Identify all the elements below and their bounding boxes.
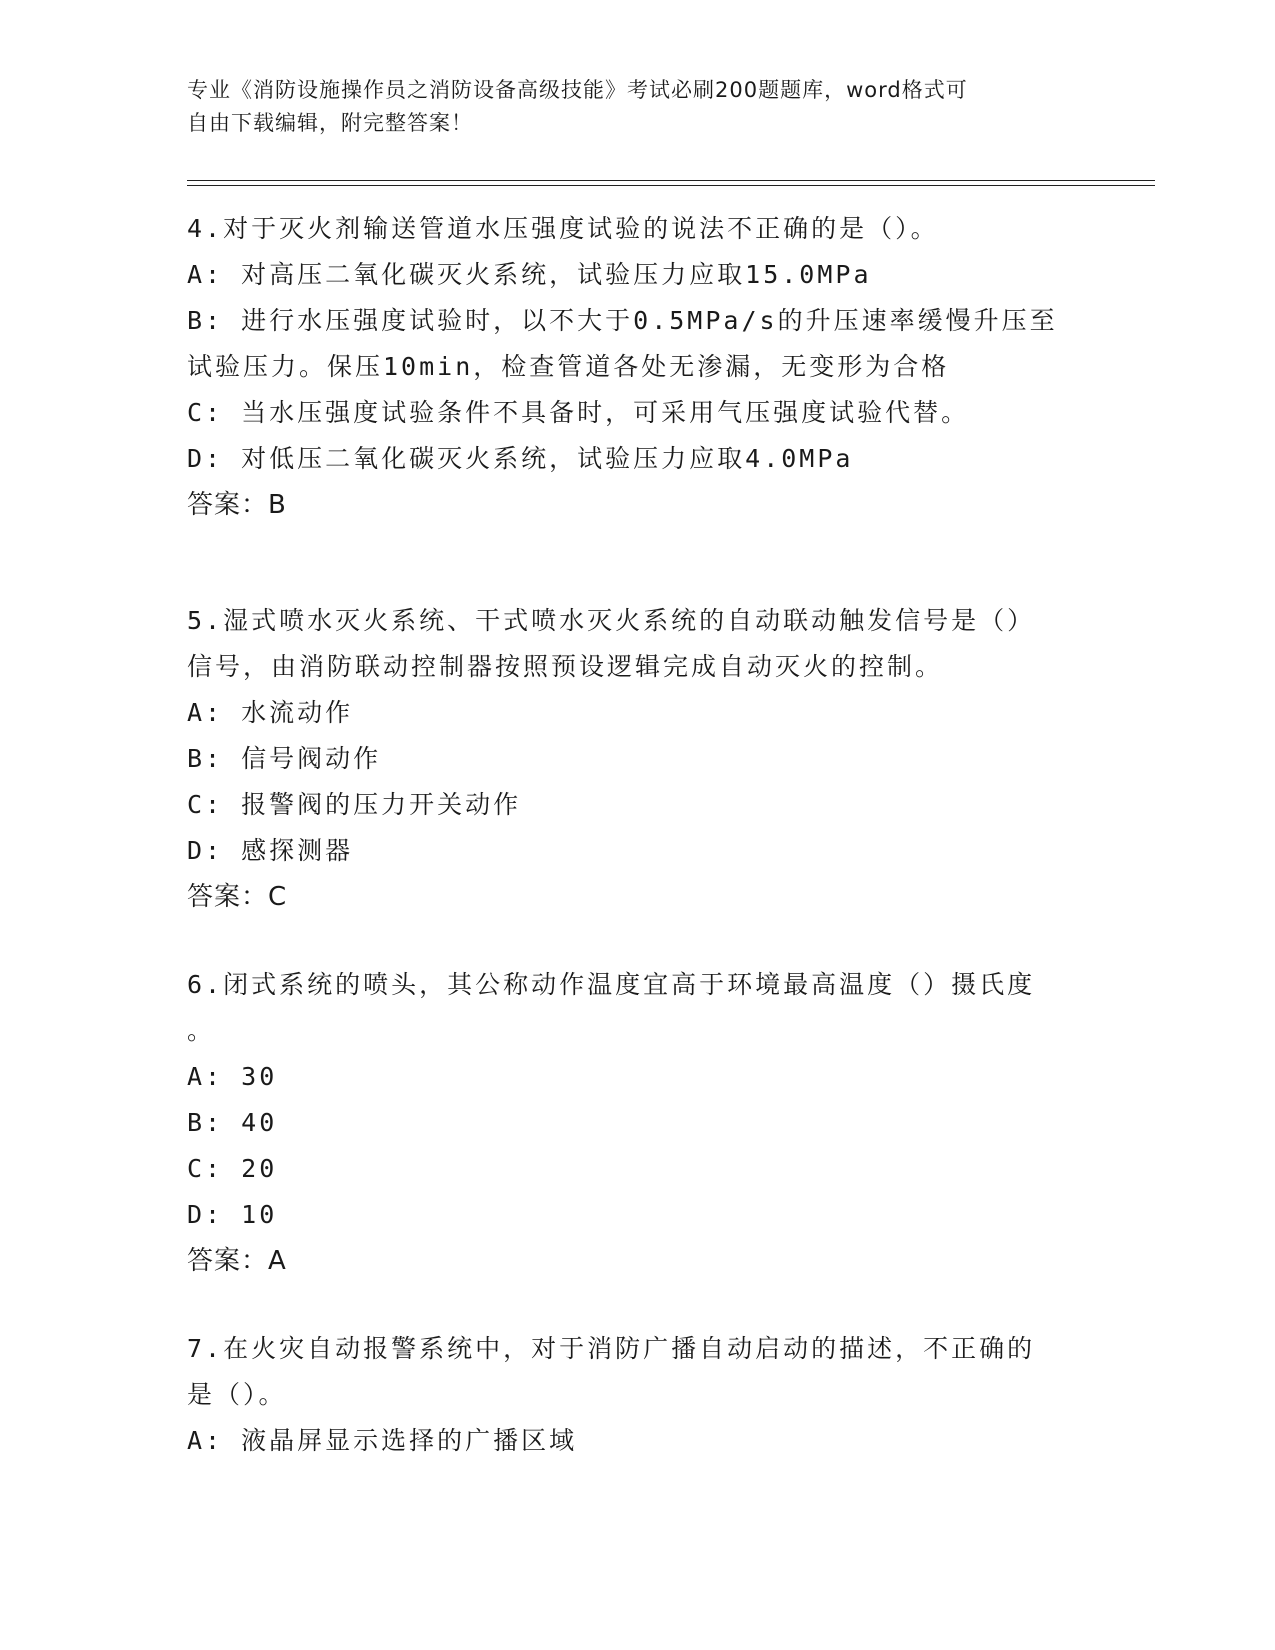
option-b: B: 信号阀动作	[187, 744, 382, 773]
question-7	[187, 1326, 1077, 1464]
option-b: B: 进行水压强度试验时，以不大于0.5MPa/s的升压速率缓慢升压至	[187, 306, 1058, 335]
option-a: A: 30	[187, 1062, 278, 1091]
option-d: D: 对低压二氧化碳灭火系统，试验压力应取4.0MPa	[187, 444, 854, 473]
header-divider-top	[187, 180, 1155, 181]
question-4	[187, 206, 1077, 528]
header-line-2: 自由下载编辑，附完整答案！	[187, 111, 473, 135]
answer-label: 答案：A	[187, 1246, 287, 1276]
question-stem-continued: 。	[187, 1016, 216, 1045]
question-stem-continued: 是（）。	[187, 1380, 287, 1409]
answer-label: 答案：C	[187, 882, 288, 912]
option-d: D: 感探测器	[187, 836, 354, 865]
option-d: D: 10	[187, 1200, 278, 1229]
option-c: C: 当水压强度试验条件不具备时，可采用气压强度试验代替。	[187, 398, 970, 427]
question-stem: 4.对于灭火剂输送管道水压强度试验的说法不正确的是（）。	[187, 214, 939, 243]
question-5	[187, 598, 1077, 920]
question-6	[187, 962, 1077, 1284]
question-stem: 5.湿式喷水灭火系统、干式喷水灭火系统的自动联动触发信号是（）	[187, 606, 1036, 635]
question-stem: 6.闭式系统的喷头，其公称动作温度宜高于环境最高温度（）摄氏度	[187, 970, 1036, 999]
document-header	[187, 74, 1067, 140]
header-line-1: 专业《消防设施操作员之消防设备高级技能》考试必刷200题题库，word格式可	[187, 78, 968, 102]
option-a: A: 水流动作	[187, 698, 354, 727]
question-stem-continued: 信号，由消防联动控制器按照预设逻辑完成自动灭火的控制。	[187, 652, 944, 681]
option-b-continued: 试验压力。保压10min，检查管道各处无渗漏，无变形为合格	[187, 352, 950, 381]
answer-label: 答案：B	[187, 490, 287, 520]
option-a: A: 对高压二氧化碳灭火系统，试验压力应取15.0MPa	[187, 260, 872, 289]
question-stem: 7.在火灾自动报警系统中，对于消防广播自动启动的描述，不正确的	[187, 1334, 1036, 1363]
option-c: C: 报警阀的压力开关动作	[187, 790, 522, 819]
option-c: C: 20	[187, 1154, 278, 1183]
option-a: A: 液晶屏显示选择的广播区域	[187, 1426, 578, 1455]
header-divider-bottom	[187, 185, 1155, 186]
option-b: B: 40	[187, 1108, 278, 1137]
